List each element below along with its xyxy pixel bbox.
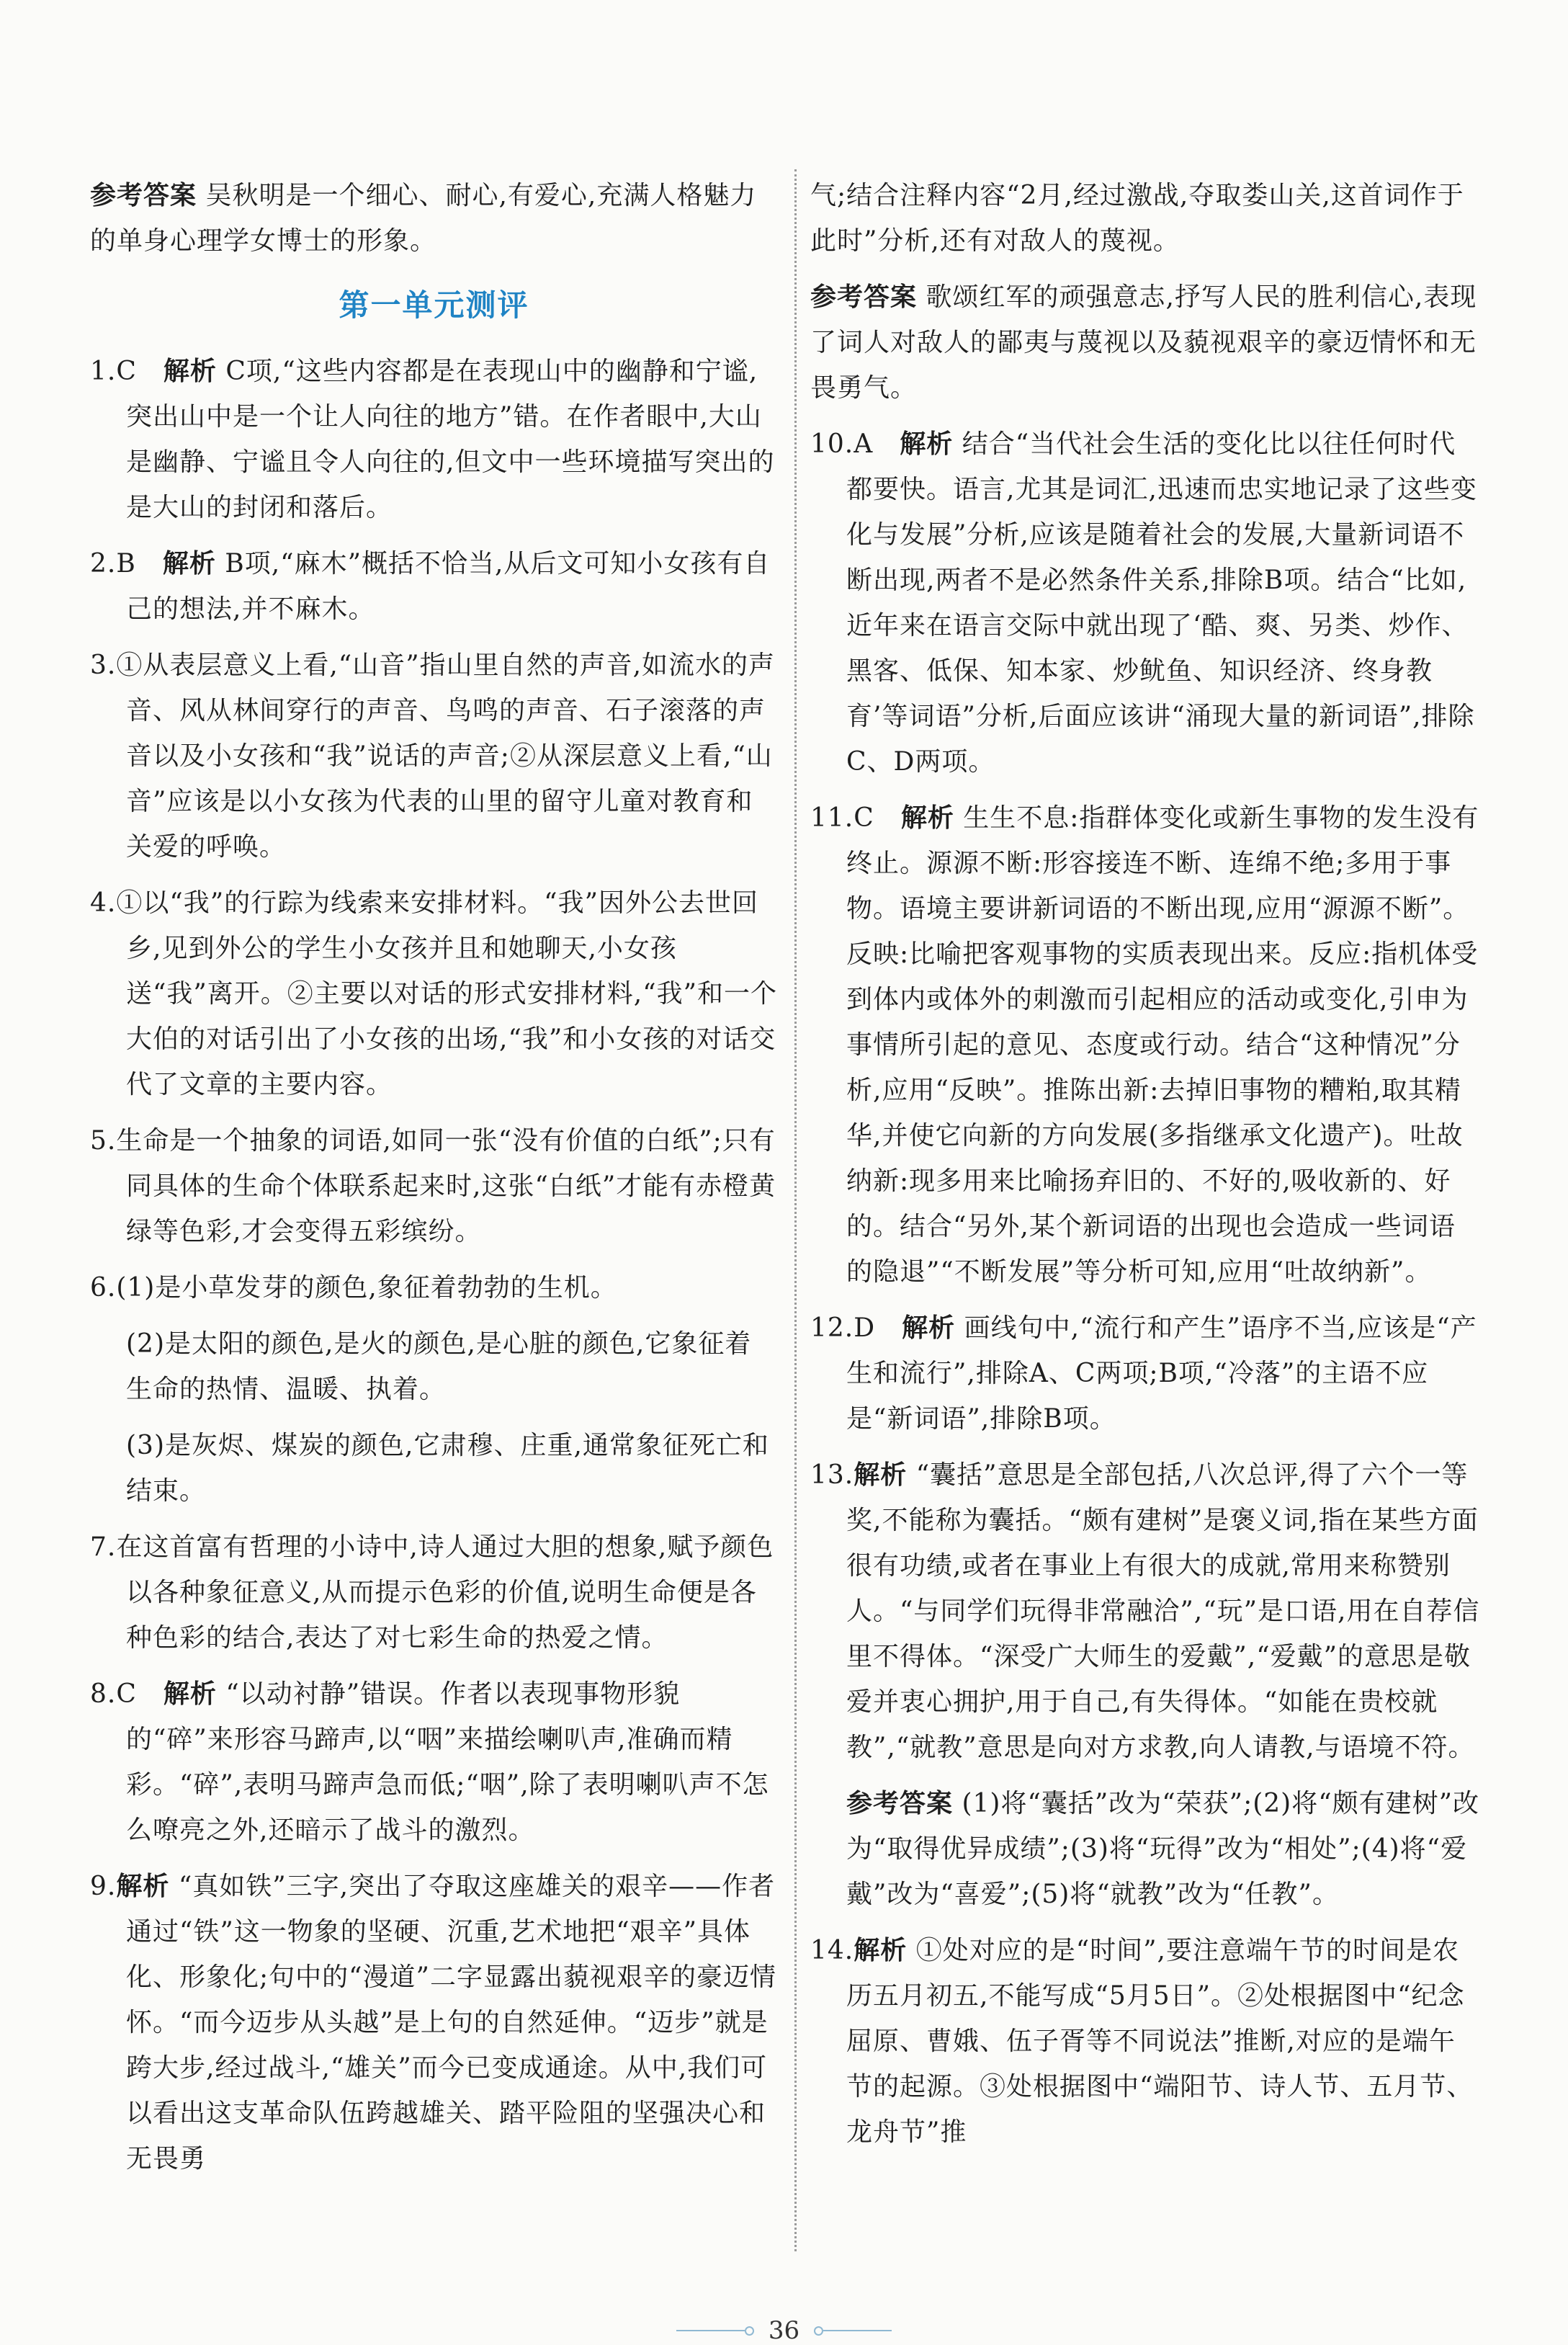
item-number: 11.C: [810, 803, 901, 833]
item-text: “真如铁”三字,突出了夺取这座雄关的艰辛——作者通过“铁”这一物象的坚硬、沉重,艺术地把“艰辛”具体化、形象化;句中的“漫道”二字显露出藐视艰辛的豪迈情怀。“而今迈步从头越”是上句的自然延伸。“迈步”就是跨大步,经过战斗,“雄关”而今已变成通途。从中,我们可以看出这支革命队伍跨越雄关、踏平险阻的坚强决心和无畏勇: [126, 1872, 776, 2174]
page-number: 36: [768, 2316, 800, 2345]
answer-item: [810, 421, 1480, 785]
item-text: (1)是小草发芽的颜色,象征着勃勃的生机。: [116, 1273, 617, 1303]
item-text: ①处对应的是“时间”,要注意端午节的时间是农历五月初五,不能写成“5月5日”。②处根据图中“纪念屈原、曹娥、伍子胥等不同说法”推断,对应的是端午节的起源。③处根据图中“端阳节、诗人节、五月节、龙舟节”推: [846, 1936, 1474, 2147]
item-number: 4.: [90, 888, 117, 918]
item-label: 解析: [900, 429, 954, 459]
answer-item: [90, 1671, 778, 1853]
answer-paragraph: [810, 1781, 1480, 1917]
footer-ornament-left: [676, 2326, 754, 2336]
item-number: 13.: [810, 1460, 854, 1490]
item-text: 气;结合注释内容“2月,经过激战,夺取娄山关,这首词作于此时”分析,还有对敌人的蔑视。: [810, 181, 1464, 256]
item-label: 解析: [854, 1936, 908, 1965]
item-number: 6.: [90, 1273, 117, 1303]
answer-item: [90, 880, 778, 1107]
answer-paragraph: [810, 274, 1480, 411]
item-label: 解析: [163, 357, 217, 386]
answer-paragraph: [810, 173, 1480, 264]
item-text: 歌颂红军的顽强意志,抒写人民的胜利信心,表现了词人对敌人的鄙夷与蔑视以及藐视艰辛的豪迈情怀和无畏勇气。: [810, 282, 1477, 403]
answer-item: [810, 1452, 1480, 1770]
item-text: 生生不息:指群体变化或新生事物的发生没有终止。源源不断:形容接连不断、连绵不绝;多用于事物。语境主要讲新词语的不断出现,应用“源源不断”。反映:比喻把客观事物的实质表现出来。反应:指机体受到体内或体外的刺激而引起相应的活动或变化,引申为事情所引起的意见、态度或行动。结合“这种情况”分析,应用“反映”。推陈出新:去掉旧事物的糟粕,取其精华,并使它向新的方向发展(多指继承文化遗产)。吐故纳新:现多用来比喻扬弃旧的、不好的,吸收新的、好的。结合“另外,某个新词语的出现也会造成一些词语的隐退”“不断发展”等分析可知,应用“吐故纳新”。: [846, 803, 1479, 1287]
footer-ornament-right: [814, 2326, 892, 2336]
item-number: 12.D: [810, 1313, 902, 1343]
item-text: 在这首富有哲理的小诗中,诗人通过大胆的想象,赋予颜色以各种象征意义,从而提示色彩的价值,说明生命便是各种色彩的结合,表达了对七彩生命的热爱之情。: [116, 1532, 774, 1653]
item-text: C项,“这些内容都是在表现山中的幽静和宁谧,突出山中是一个让人向往的地方”错。在作者眼中,大山是幽静、宁谧且令人向往的,但文中一些环境描写突出的是大山的封闭和落后。: [126, 357, 775, 522]
section-title: 第一单元测评: [339, 287, 529, 323]
item-text: 画线句中,“流行和产生”语序不当,应该是“产生和流行”,排除A、C两项;B项,“冷落”的主语不应是“新词语”,排除B项。: [846, 1313, 1477, 1434]
item-number: 3.: [90, 651, 117, 680]
item-label: 解析: [162, 549, 216, 579]
answer-item: [90, 643, 778, 870]
column-divider: [794, 169, 797, 2251]
answer-item: [90, 349, 778, 530]
item-text: (1)将“囊括”改为“荣获”;(2)将“颇有建树”改为“取得优异成绩”;(3)将“玩得”改为“相处”;(4)将“爱戴”改为“喜爱”;(5)将“就教”改为“任教”。: [846, 1789, 1480, 1909]
answer-item: [90, 1864, 778, 2181]
item-text: ①从表层意义上看,“山音”指山里自然的声音,如流水的声音、风从林间穿行的声音、鸟鸣的声音、石子滚落的声音以及小女孩和“我”说话的声音;②从深层意义上看,“山音”应该是以小女孩为代表的山里的留守儿童对教育和关爱的呼唤。: [116, 651, 776, 862]
item-label: 参考答案: [846, 1789, 954, 1818]
item-number: 7.: [90, 1532, 117, 1562]
item-number: 8.C: [90, 1679, 163, 1709]
answer-item: [90, 1118, 778, 1254]
item-label: 解析: [900, 803, 954, 833]
answer-paragraph: [90, 1321, 778, 1412]
answer-item: [810, 795, 1480, 1295]
item-text: “囊括”意思是全部包括,八次总评,得了六个一等奖,不能称为囊括。“颇有建树”是褒义词,指在某些方面很有功绩,或者在事业上有很大的成就,常用来称赞别人。“与同学们玩得非常融洽”,“玩”是口语,用在自荐信里不得体。“深受广大师生的爱戴”,“爱戴”的意思是敬爱并衷心拥护,用于自己,有失得体。“如能在贵校就教”,“就教”意思是向对方求教,向人请教,与语境不符。: [846, 1460, 1480, 1762]
answer-item: [90, 1265, 778, 1310]
item-number: 10.A: [810, 429, 900, 459]
item-label: 解析: [116, 1872, 170, 1901]
item-number: 14.: [810, 1936, 854, 1965]
answer-item: [810, 1305, 1480, 1442]
item-number: 1.C: [90, 357, 163, 386]
answer-paragraph: [90, 173, 778, 264]
item-text: 生命是一个抽象的词语,如同一张“没有价值的白纸”;只有同具体的生命个体联系起来时,这张“白纸”才能有赤橙黄绿等色彩,才会变得五彩缤纷。: [116, 1126, 776, 1246]
item-label: 解析: [854, 1460, 908, 1490]
right-column: [810, 173, 1480, 2166]
item-text: (3)是灰烬、煤炭的颜色,它肃穆、庄重,通常象征死亡和结束。: [126, 1431, 769, 1506]
left-column: [90, 173, 778, 2192]
item-label: 解析: [163, 1679, 217, 1709]
answer-item: [90, 541, 778, 632]
answer-item: [810, 1928, 1480, 2155]
item-text: “以动衬静”错误。作者以表现事物形貌的“碎”来形容马蹄声,以“咽”来描绘喇叭声,准确而精彩。“碎”,表明马蹄声急而低;“咽”,除了表明喇叭声不怎么嘹亮之外,还暗示了战斗的激烈。: [126, 1679, 769, 1845]
item-label: 参考答案: [90, 181, 197, 210]
item-label: 解析: [902, 1313, 956, 1343]
answer-paragraph: [90, 1423, 778, 1514]
item-text: 结合“当代社会生活的变化比以往任何时代都要快。语言,尤其是词汇,迅速而忠实地记录了这些变化与发展”分析,应该是随着社会的发展,大量新词语不断出现,两者不是必然条件关系,排除B项。结合“比如,近年来在语言交际中就出现了‘酷、爽、另类、炒作、黑客、低保、知本家、炒鱿鱼、知识经济、终身教育’等词语”分析,后面应该讲“涌现大量的新词语”,排除C、D两项。: [846, 429, 1477, 777]
item-label: 参考答案: [810, 282, 918, 312]
item-number: 9.: [90, 1872, 117, 1901]
item-number: 5.: [90, 1126, 117, 1156]
item-text: (2)是太阳的颜色,是火的颜色,是心脏的颜色,它象征着生命的热情、温暖、执着。: [126, 1329, 752, 1404]
item-text: 吴秋明是一个细心、耐心,有爱心,充满人格魅力的单身心理学女博士的形象。: [90, 181, 757, 256]
answer-item: [90, 1524, 778, 1661]
item-text: ①以“我”的行踪为线索来安排材料。“我”因外公去世回乡,见到外公的学生小女孩并且和她聊天,小女孩送“我”离开。②主要以对话的形式安排材料,“我”和一个大伯的对话引出了小女孩的出场,“我”和小女孩的对话交代了文章的主要内容。: [116, 888, 778, 1099]
item-text: B项,“麻木”概括不恰当,从后文可知小女孩有自己的想法,并不麻木。: [126, 549, 771, 624]
page-footer: [0, 2316, 1568, 2345]
item-number: 2.B: [90, 549, 163, 579]
